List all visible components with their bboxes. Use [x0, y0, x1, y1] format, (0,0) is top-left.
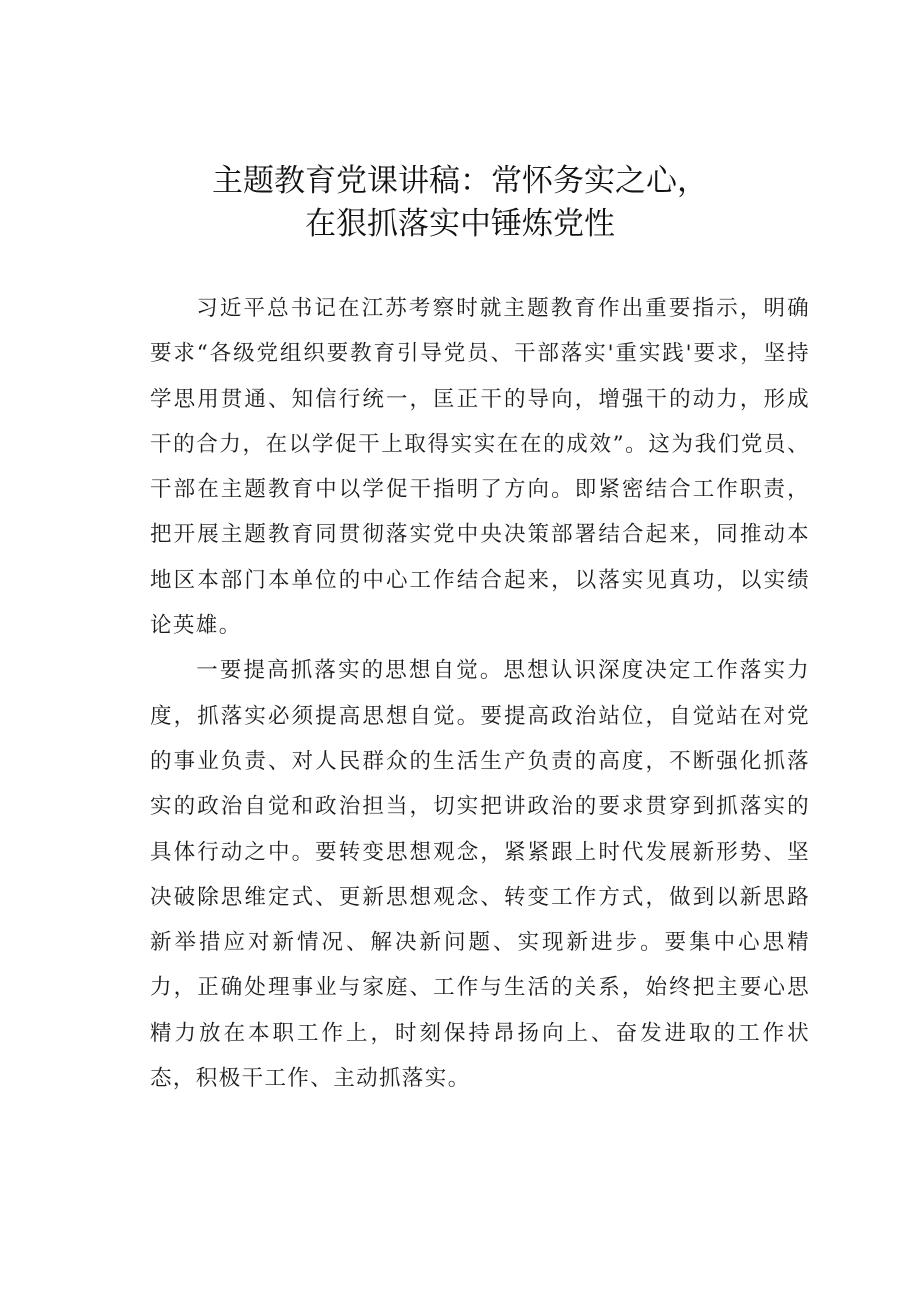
title-line-1: 主题教育党课讲稿：常怀务实之心，: [212, 163, 708, 199]
document-title: [140, 160, 780, 246]
title-line-2: 在狠抓落实中锤炼党性: [305, 206, 615, 242]
paragraph-2: 一要提高抓落实的思想自觉。思想认识深度决定工作落实力度，抓落实必须提高思想自觉。要提高政治站位，自觉站在对党的事业负责、对人民群众的生活生产负责的高度，不断强化抓落实的政治自觉和政治担当，切实把讲政治的要求贯穿到抓落实的具体行动之中。要转变思想观念，紧紧跟上时代发展新形势、坚决破除思维定式、更新思想观念、转变工作方式，做到以新思路新举措应对新情况、解决新问题、实现新进步。要集中心思精力，正确处理事业与家庭、工作与生活的关系，始终把主要心思精力放在本职工作上，时刻保持昂扬向上、奋发进取的工作状态，积极干工作、主动抓落实。: [150, 658, 810, 1092]
document-body: [150, 286, 810, 1101]
paragraph-1: 习近平总书记在江苏考察时就主题教育作出重要指示，明确要求“各级党组织要教育引导党员、干部落实'重实践'要求，坚持学思用贯通、知信行统一，匡正干的导向，增强干的动力，形成干的合力，在以学促干上取得实实在在的成效”。这为我们党员、干部在主题教育中以学促干指明了方向。即紧密结合工作职责，把开展主题教育同贯彻落实党中央决策部署结合起来，同推动本地区本部门本单位的中心工作结合起来，以落实见真功，以实绩论英雄。: [150, 296, 810, 639]
